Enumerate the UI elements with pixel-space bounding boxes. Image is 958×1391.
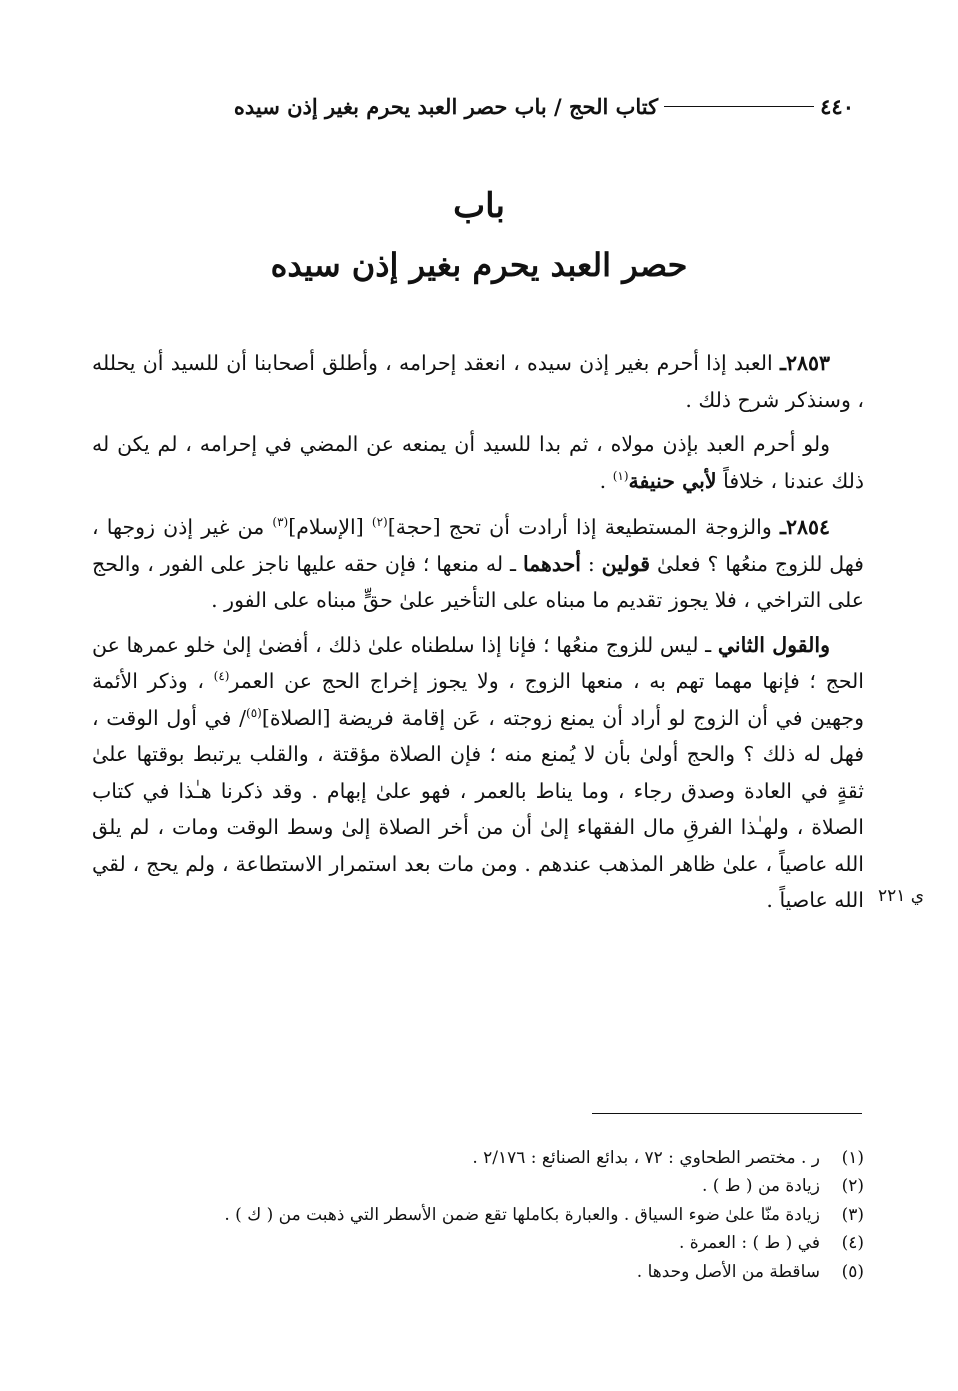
running-header — [90, 90, 854, 122]
footnote-number: (٥) — [841, 1261, 864, 1282]
paragraph-text: : — [580, 551, 602, 576]
paragraph-text: من غير إذن زوجها ، فهل للزوج منعُها ؟ فعلىٰ — [92, 515, 864, 576]
bold-term: قولين — [601, 551, 651, 576]
main-text — [92, 345, 864, 927]
footnote-text: زيادة منّا علىٰ ضوء السياق . والعبارة بكاملها تقع ضمن الأسطر التي ذهبت من ( ك ) . — [224, 1204, 820, 1225]
bold-term: أحدهما — [522, 551, 581, 576]
footnote-number: (٣) — [841, 1204, 864, 1225]
margin-folio-note: ي ٢٢١ — [878, 886, 925, 906]
chapter-heading-line2: حصر العبد يحرم بغير إذن سيده — [270, 246, 688, 284]
footnote-text: في ( ط ) : العمرة . — [678, 1233, 820, 1254]
footnote-number: (١) — [841, 1148, 864, 1168]
paragraph-text: ، وذكر الأئمة وجهين في أن الزوج لو أراد أن يمنع زوجته ، عَن إقامة فريضة [الصلاة] — [92, 669, 864, 730]
footnote-item — [92, 1172, 864, 1200]
bold-name: لأبي حنيفة — [628, 468, 717, 493]
paragraph-text: ولو أحرم العبد بإذن مولاه ، ثم بدا للسيد أن يمنعه عن المضي في إحرامه ، لم يكن له ذلك عندنا ، خلافاً — [92, 432, 864, 493]
footnote-item — [92, 1258, 864, 1286]
footnotes — [92, 1144, 864, 1286]
footnote-text: زيادة من ( ط ) . — [701, 1176, 820, 1197]
header-rule — [664, 106, 814, 107]
paragraph-2853-continued — [92, 426, 864, 499]
paragraph-text-tail: . — [599, 468, 613, 493]
footnote-item — [92, 1229, 864, 1257]
footnote-ref-3: (٣) — [272, 515, 289, 530]
paragraph-text: ـ ليس للزوج منعُها ؛ فإنا إذا سلطناه علىٰ ذلك ، أفضىٰ إلىٰ خلو عمرها عن الحج ؛ فإنها مهما تهم به ، منعها الزوج ، ولا يجوز إخراج الحج عن العمر — [92, 632, 865, 693]
footnote-ref-5: (٥) — [246, 705, 262, 720]
footnote-ref-4: (٤) — [213, 669, 230, 684]
paragraph-text: ـ له منعها ؛ فإن حقه عليها ناجز على الفور ، والحج على التراخي ، فلا يجوز تقديم ما مبناه على التأخير علىٰ حقٍّ مبناه على الفور . — [92, 551, 864, 612]
footnote-text: ساقطة من الأصل وحدها . — [636, 1261, 820, 1282]
paragraph-text: والزوجة المستطيعة إذا أرادت أن تحج [حجة] — [387, 515, 780, 539]
footnote-ref-1: (١) — [612, 468, 629, 483]
footnote-separator — [592, 1113, 862, 1114]
footnote-ref-2: (٢) — [371, 515, 388, 530]
paragraph-second-opinion — [92, 627, 864, 919]
footnote-text: ر . مختصر الطحاوي : ٧٢ ، بدائع الصنائع : ٢/١٧٦ . — [472, 1148, 820, 1168]
chapter-heading-line1: باب — [453, 186, 505, 226]
issue-number: ٢٨٥٤ـ — [779, 515, 830, 539]
footnote-number: (٤) — [841, 1233, 864, 1254]
issue-number: ٢٨٥٣ـ — [779, 351, 830, 375]
paragraph-2853 — [92, 345, 864, 418]
running-title: كتاب الحج / باب حصر العبد يحرم بغير إذن سيده — [233, 93, 659, 119]
paragraph-2854 — [92, 509, 864, 619]
bold-term: والقول الثاني — [717, 632, 830, 657]
paragraph-text: / في أول الوقت ، فهل له ذلك ؟ والحج أولىٰ بأن لا يُمنع منه ؛ فإن الصلاة مؤقتة ، والقلب يرتبط بوقتها علىٰ ثقةٍ في العادة وصدق رجاء ، وما يناط بالعمر ، فهو علىٰ إبهام . وقد ذكرنا هـٰذا في كتاب الصلاة ، ولهـٰذا الفرقِ مال الفقهاء إلىٰ أن من أخر الصلاة إلىٰ وسط الوقت ومات ، لم يلق الله عاصياً ، علىٰ ظاهر المذهب عندهم . ومن مات بعد استمرار الاستطاعة ، ولم يحج ، لقي الله عاصياً . — [92, 705, 864, 912]
paragraph-text: [الإسلام] — [288, 515, 372, 539]
footnote-item — [92, 1201, 864, 1229]
footnote-item — [92, 1144, 864, 1172]
page-number: ٤٤٠ — [820, 93, 854, 119]
footnote-number: (٢) — [841, 1176, 864, 1197]
paragraph-text: العبد إذا أحرم بغير إذن سيده ، انعقد إحرامه ، وأطلق أصحابنا أن للسيد أن يحلله ، وسنذكر شرح ذلك . — [92, 351, 864, 412]
